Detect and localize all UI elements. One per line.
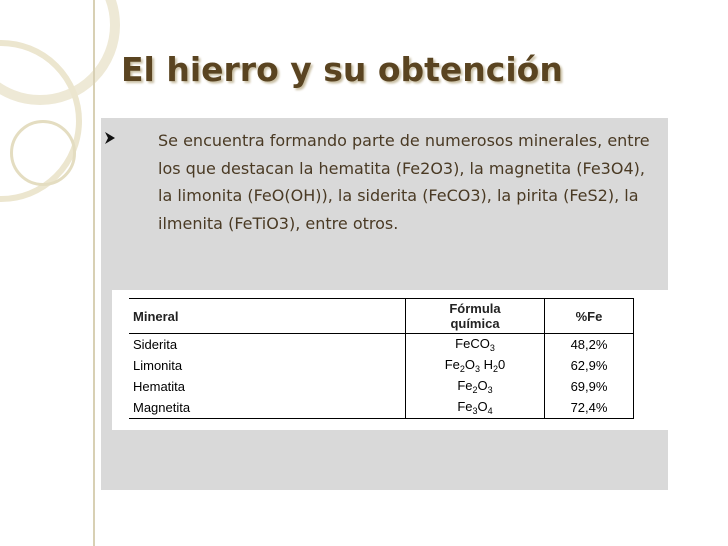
formula-part: 0 <box>498 357 506 372</box>
cell-mineral: Magnetita <box>129 397 406 419</box>
cell-formula <box>406 334 545 356</box>
decorative-rule <box>93 0 95 546</box>
formula-subscript: 3 <box>487 385 493 395</box>
cell-fe: 62,9% <box>545 355 634 376</box>
formula-subscript: 2 <box>459 364 465 374</box>
header-formula-line1: Fórmula <box>449 301 501 316</box>
cell-formula <box>406 397 545 419</box>
formula-text <box>457 399 492 414</box>
formula-text <box>455 336 495 351</box>
mineral-table-image <box>112 290 668 430</box>
formula-subscript: 2 <box>472 385 478 395</box>
formula-part: H <box>480 357 494 372</box>
formula-subscript: 3 <box>475 364 481 374</box>
formula-text <box>457 378 492 393</box>
formula-part: FeCO <box>455 336 490 351</box>
table-header-row <box>129 299 634 334</box>
formula-part: Fe <box>457 378 473 393</box>
cell-fe: 48,2% <box>545 334 634 356</box>
cell-formula <box>406 355 545 376</box>
mineral-table <box>129 298 634 419</box>
cell-formula <box>406 376 545 397</box>
table-body <box>129 334 634 419</box>
header-fe: %Fe <box>545 299 634 334</box>
formula-subscript: 3 <box>472 406 478 416</box>
cell-mineral: Limonita <box>129 355 406 376</box>
header-formula-line2: química <box>450 316 500 331</box>
formula-part: O <box>464 357 476 372</box>
arrowhead-bullet-icon <box>104 131 116 149</box>
cell-fe: 69,9% <box>545 376 634 397</box>
header-formula <box>406 299 545 334</box>
table-row <box>129 397 634 419</box>
formula-subscript: 2 <box>493 364 499 374</box>
header-mineral: Mineral <box>129 299 406 334</box>
cell-mineral: Siderita <box>129 334 406 356</box>
formula-part: O <box>477 378 488 393</box>
table-row <box>129 376 634 397</box>
cell-fe: 72,4% <box>545 397 634 419</box>
formula-part: Fe <box>444 357 460 372</box>
formula-text <box>445 357 506 372</box>
cell-mineral: Hematita <box>129 376 406 397</box>
decorative-circle <box>10 120 76 186</box>
bullet-text: Se encuentra formando parte de numerosos minerales, entre los que destacan la hematita (Fe2O3), la magnetita (Fe3O4), la limonita (FeO(OH)), la siderita (FeCO3), la pirita (FeS2), la ilmenita (FeTiO3), entre otros. <box>158 131 650 233</box>
slide-title: El hierro y su obtención <box>121 50 563 89</box>
table-row <box>129 334 634 356</box>
formula-subscript: 3 <box>489 343 495 353</box>
table-row <box>129 355 634 376</box>
formula-part: Fe <box>457 399 473 414</box>
formula-subscript: 4 <box>487 406 493 416</box>
formula-part: O <box>477 399 488 414</box>
